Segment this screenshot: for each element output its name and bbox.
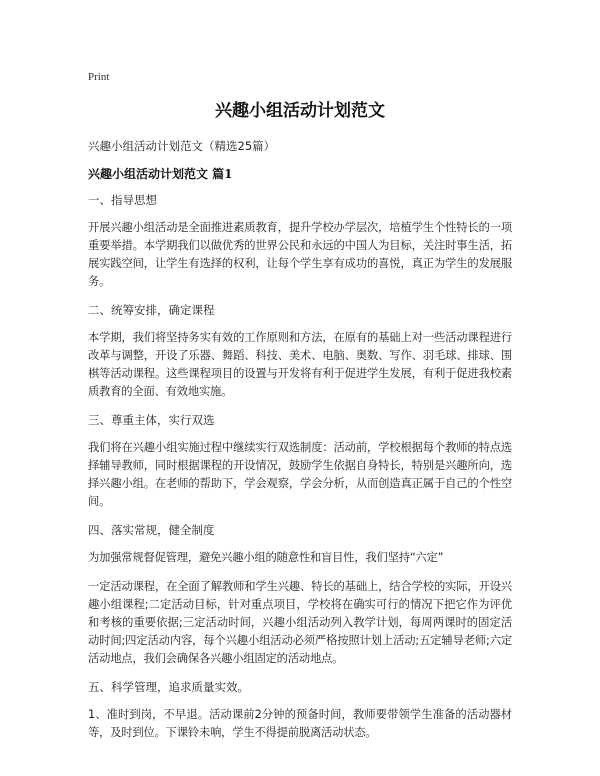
- paragraph-punctuality: 1、准时到岗，不早退。活动课前2分钟的预备时间，教师要带领学生准备的活动器材等，及时到位。下课铃未响，学生不得提前脱离活动状态。: [88, 708, 512, 739]
- heading-guiding-ideology: 一、指导思想: [88, 193, 157, 207]
- document-title: 兴趣小组活动计划范文: [215, 101, 385, 121]
- heading-course-arrangement: 二、统筹安排，确定课程: [88, 303, 215, 317]
- paragraph-six-fixed-intro: 为加强常规督促管理，避免兴趣小组的随意性和盲目性，我们坚持“六定”: [88, 551, 444, 564]
- print-label[interactable]: Print: [88, 71, 110, 83]
- paragraph-dual-selection: 我们将在兴趣小组实施过程中继续实行双选制度：活动前，学校根据每个教师的特点选择辅导教师，同时根据课程的开设情况，鼓励学生依据自身特长，特别是兴趣所向，选择兴趣小组。在老师的帮助下，学会观察，学会分析，从而创造真正属于自己的个性空间。: [88, 441, 512, 508]
- paragraph-six-fixed-details: 一定活动课程，在全面了解教师和学生兴趣、特长的基础上，结合学校的实际，开设兴趣小组课程;二定活动目标，针对重点项目，学校将在确实可行的情况下把它作为评优和考核的重要依据;三定活动时间，兴趣小组活动列入教学计划，每周两课时的固定活动时间;四定活动内容，每个兴趣小组活动必须严格按照计划上活动;五定辅导老师;六定活动地点，我们会确保各兴趣小组固定的活动地点。: [88, 580, 512, 665]
- paragraph-course-arrangement: 本学期，我们将坚持务实有效的工作原则和方法，在原有的基础上对一些活动课程进行改革与调整，开设了乐器、舞蹈、科技、美术、电脑、奥数、写作、羽毛球、排球、围棋等活动课程。这些课程项目的设置与开发将有利于促进学生发展，有利于促进我校素质教育的全面、有效地实施。: [88, 331, 512, 398]
- heading-dual-selection: 三、尊重主体，实行双选: [88, 413, 215, 427]
- paragraph-guiding-ideology: 开展兴趣小组活动是全面推进素质教育，提升学校办学层次，培植学生个性特长的一项重要举措。本学期我们以做优秀的世界公民和永远的中国人为目标，关注时事生活，拓展实践空间，让学生有选择的权利，让每个学生享有成功的喜悦，真正为学生的发展服务。: [88, 221, 512, 288]
- document-subtitle: 兴趣小组活动计划范文（精选25篇）: [88, 139, 276, 153]
- heading-rules-system: 四、落实常规，健全制度: [88, 523, 215, 537]
- section-title: 兴趣小组活动计划范文 篇1: [88, 167, 233, 181]
- heading-scientific-management: 五、科学管理，追求质量实效。: [88, 680, 249, 694]
